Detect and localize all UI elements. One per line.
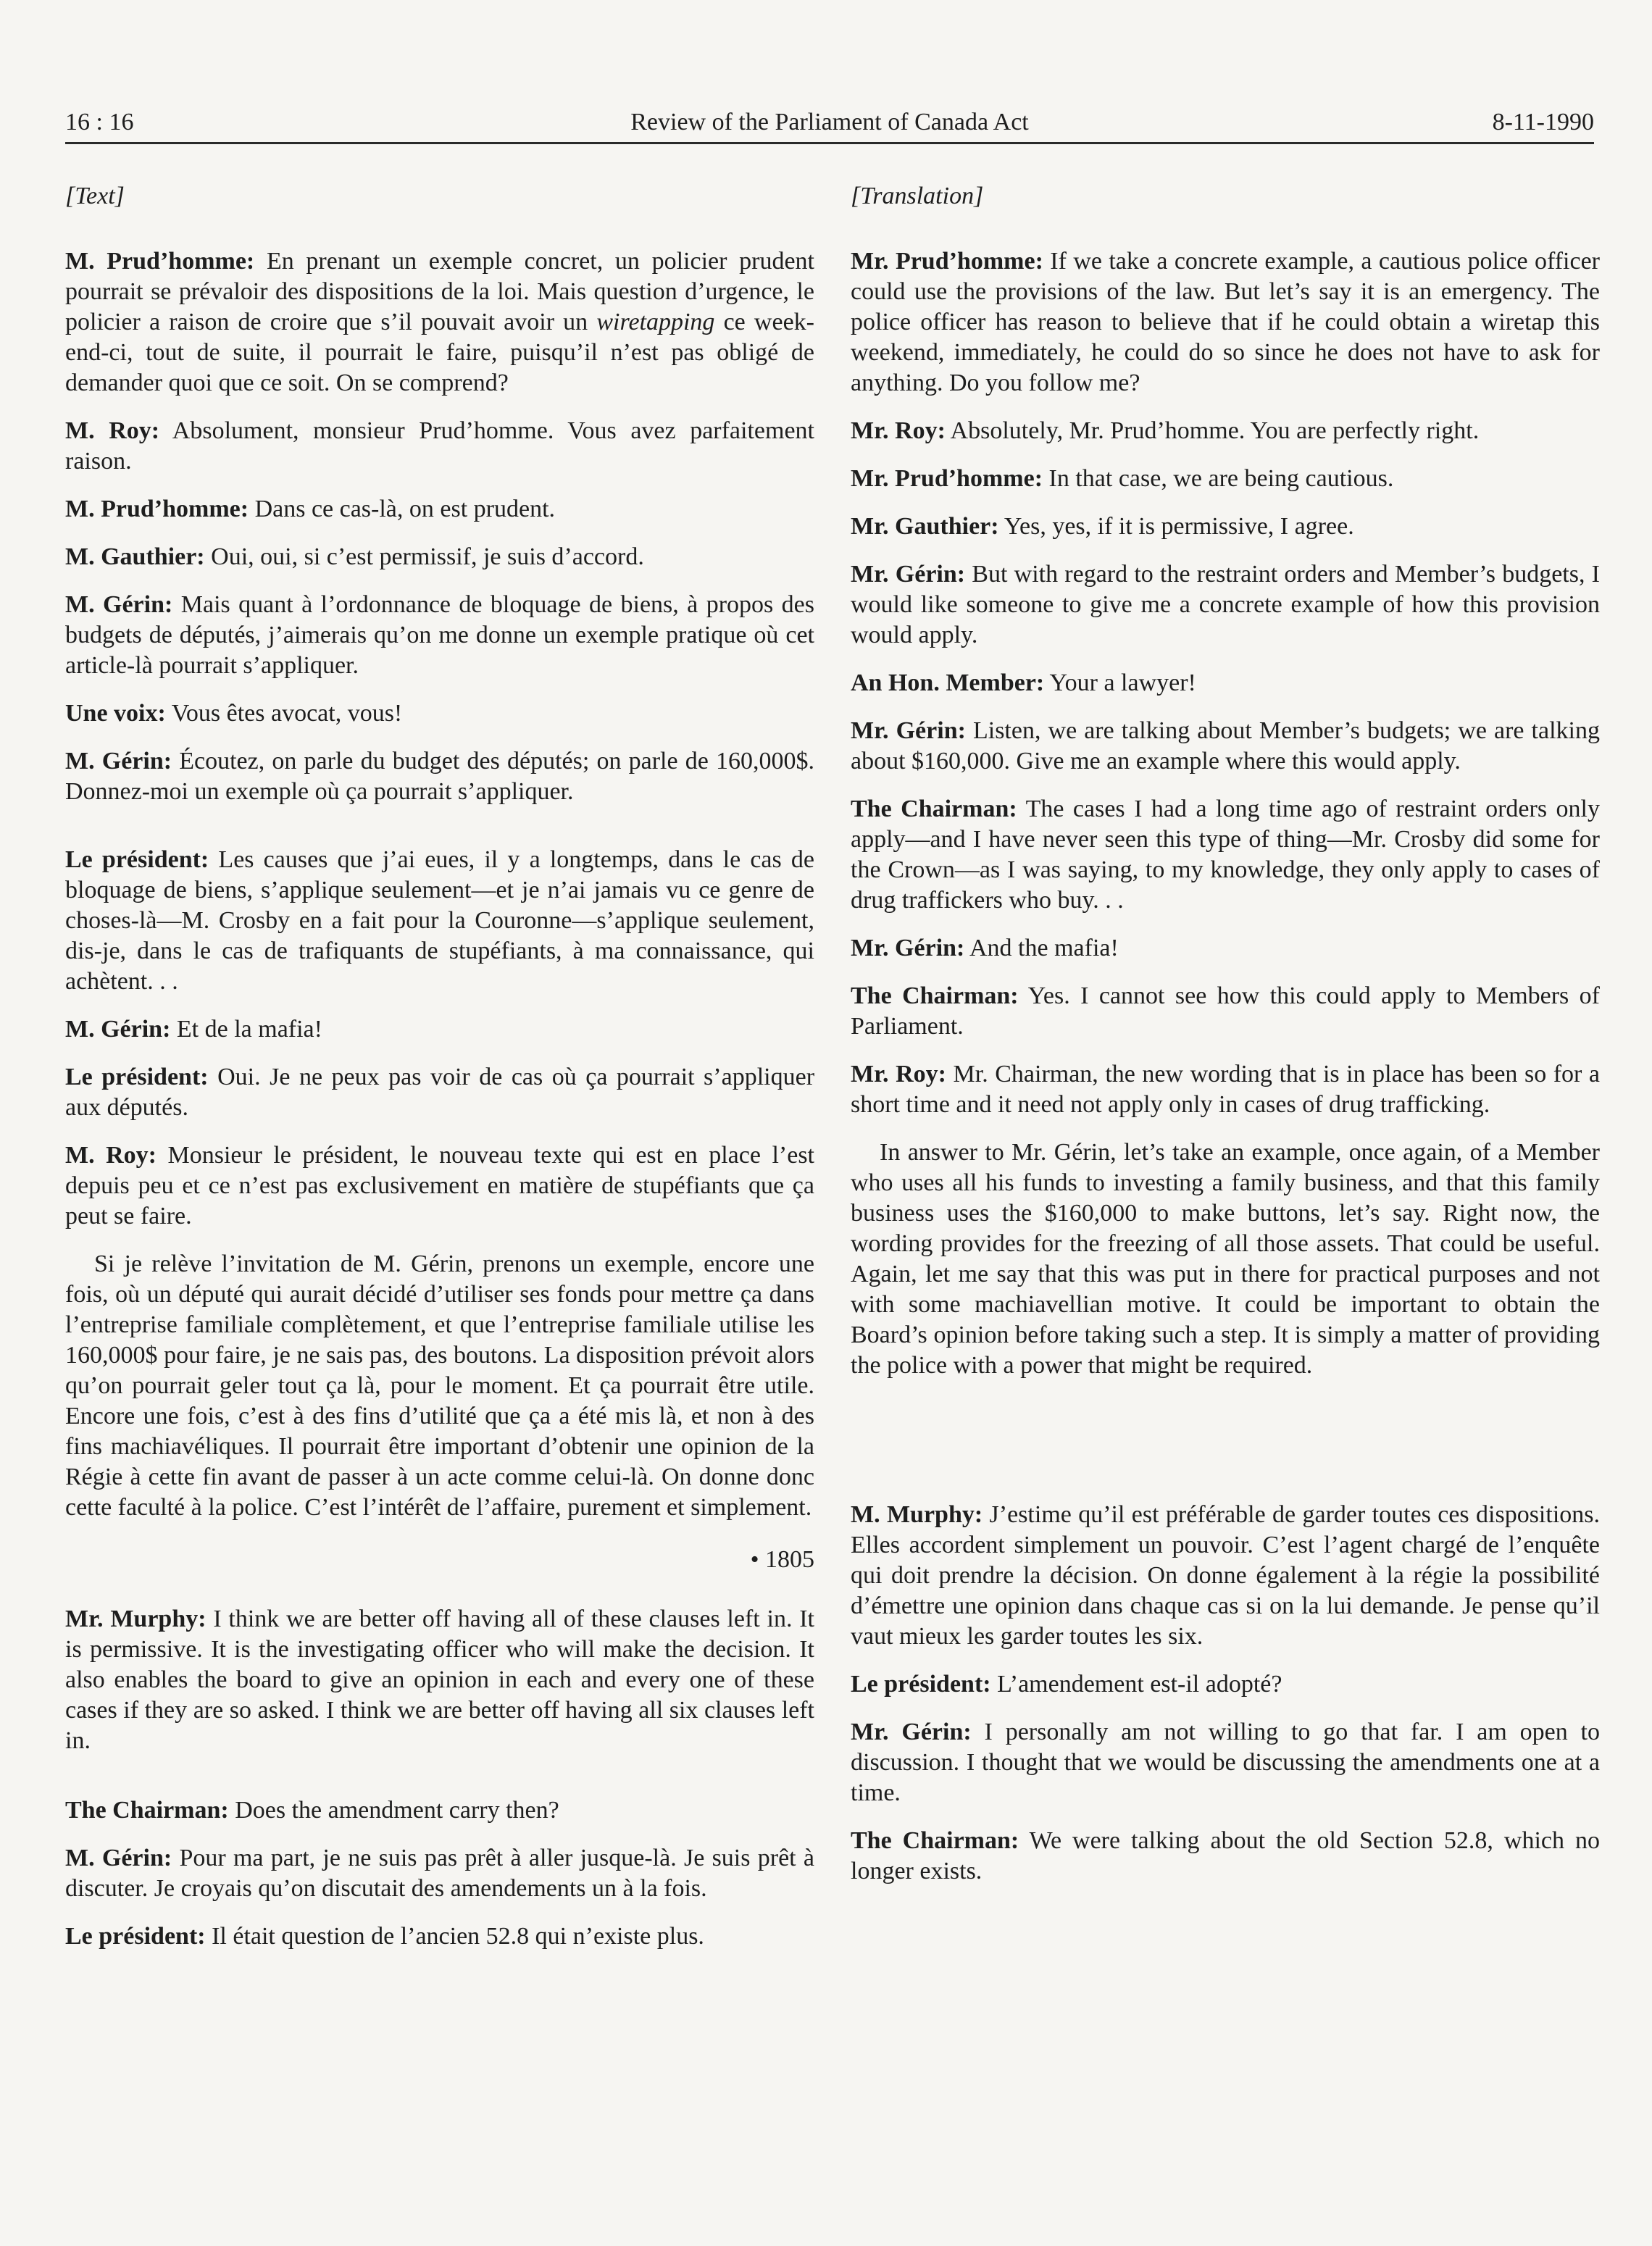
speaker-name: Mr. Roy: xyxy=(851,1061,946,1087)
italic-term: wiretapping xyxy=(596,309,715,335)
speaker-name: Le président: xyxy=(65,846,209,873)
remark-text: Mr. Chairman, the new wording that is in place has been so for a short time and it need not apply only in cases of drug trafficking. xyxy=(851,1061,1601,1118)
paragraph xyxy=(65,698,814,729)
speaker-name: Mr. Gérin: xyxy=(851,935,965,961)
remark-text: Monsieur le président, le nouveau texte qui est en place l’est depuis peu et ce n’est pas exclusivement en matière de stupéfiants que ça peut se faire. xyxy=(65,1142,814,1230)
speaker-name: M. Prud’homme: xyxy=(65,496,249,522)
paragraph xyxy=(65,1843,814,1904)
time-marker: • 1805 xyxy=(750,1546,814,1573)
remark-text: Pour ma part, je ne suis pas prêt à aller jusque-là. Je suis prêt à discuter. Je croyais qu’on discutait des amendements un à la fois. xyxy=(65,1845,814,1902)
remark-text: And the mafia! xyxy=(964,935,1119,961)
remark-text: We were talking about the old Section 52.8, which no longer exists. xyxy=(851,1827,1600,1884)
remark-text: Il était question de l’ancien 52.8 qui n’existe plus. xyxy=(205,1923,704,1950)
paragraph xyxy=(65,246,814,398)
sitting-date: 8-11-1990 xyxy=(1492,109,1594,135)
speaker-name: M. Gauthier: xyxy=(65,543,205,570)
speaker-name: M. Roy: xyxy=(65,417,160,444)
page-number: 16 : 16 xyxy=(65,109,134,135)
speaker-name: Mr. Gauthier: xyxy=(851,513,999,540)
speaker-name: M. Gérin: xyxy=(65,748,172,775)
paragraph xyxy=(851,716,1600,777)
speaker-name: Une voix: xyxy=(65,700,166,727)
remark-text: L’amendement est-il adopté? xyxy=(990,1671,1282,1698)
remark-text: Yes, yes, if it is permissive, I agree. xyxy=(998,513,1354,540)
paragraph xyxy=(851,1826,1600,1887)
paragraph xyxy=(65,1921,814,1952)
remark-text: Listen, we are talking about Member’s budgets; we are talking about $160,000. Give me an example where this would apply. xyxy=(851,717,1600,775)
section-label: [Translation] xyxy=(851,183,984,209)
remark-text: But with regard to the restraint orders and Member’s budgets, I would like someone to give me a concrete example of how this provision would apply. xyxy=(851,561,1601,648)
speaker-name: Mr. Prud’homme: xyxy=(851,248,1043,275)
right-column-english-translation xyxy=(851,181,1600,1904)
speaker-name: Mr. Gérin: xyxy=(851,1719,972,1745)
remark-text: En prenant un exemple concret, un policier prudent pourrait se prévaloir des dispositions de la loi. Mais question d’urgence, le policier a raison de croire que s’il pouvait avoir un xyxy=(65,248,814,335)
remark-text: Oui. Je ne peux pas voir de cas où ça pourrait s’appliquer aux députés. xyxy=(65,1064,815,1121)
remark-text: I personally am not willing to go that far. I am open to discussion. I thought that we would be discussing the amendments one at a time. xyxy=(851,1719,1600,1806)
page-header xyxy=(65,101,1594,144)
speaker-name: An Hon. Member: xyxy=(851,669,1045,696)
remark-text: Dans ce cas-là, on est prudent. xyxy=(249,496,556,522)
remark-text: In that case, we are being cautious. xyxy=(1043,465,1394,492)
remark-text: ce week-end-ci, tout de suite, il pourrait le faire, puisqu’il n’est pas obligé de demander quoi que ce soit. On se comprend? xyxy=(65,309,814,396)
speaker-name: M. Gérin: xyxy=(65,591,173,618)
paragraph xyxy=(65,1795,814,1826)
remark-text: Oui, oui, si c’est permissif, je suis d’accord. xyxy=(204,543,644,570)
remark-text: J’estime qu’il est préférable de garder toutes ces dispositions. Elles accordent simplement un pouvoir. C’est l’agent chargé de l’enquête qui doit prendre la décision. On donne également à la régie la possibilité d’émettre une opinion dans chaque cas si on la lui demande. Je pense qu’il vaut mieux les garder toutes les six. xyxy=(851,1501,1600,1650)
paragraph: In answer to Mr. Gérin, let’s take an example, once again, of a Member who uses all his funds to investing a family business, and that this family business uses the $160,000 to make buttons, let’s say. Right now, the wording provides for the freezing of all those assets. That could be useful. Again, let me say that this was put in there for practical purposes and not with some machiavellian motive. It could be important to obtain the Board’s opinion before taking such a step. It is simply a matter of providing the police with a power that might be required. xyxy=(851,1139,1600,1379)
paragraph xyxy=(65,1014,814,1045)
paragraph xyxy=(65,1604,814,1756)
remark-text: Écoutez, on parle du budget des députés; on parle de 160,000$. Donnez-moi un exemple où ça pourrait s’appliquer. xyxy=(65,748,814,805)
speaker-name: Mr. Roy: xyxy=(851,417,946,444)
speaker-name: The Chairman: xyxy=(851,796,1017,822)
paragraph xyxy=(65,590,814,681)
remark-text: Et de la mafia! xyxy=(170,1016,322,1043)
paragraph xyxy=(851,246,1600,398)
paragraph xyxy=(65,1062,814,1123)
left-column-french-original xyxy=(65,181,814,1969)
paragraph xyxy=(851,1669,1600,1700)
remark-text: Yes. I cannot see how this could apply to Members of Parliament. xyxy=(851,982,1601,1040)
speaker-name: The Chairman: xyxy=(851,1827,1019,1854)
paragraph xyxy=(851,559,1600,651)
paragraph xyxy=(851,464,1600,494)
paragraph xyxy=(851,1059,1600,1120)
paragraph xyxy=(851,668,1600,698)
paragraph xyxy=(65,416,814,477)
paragraph xyxy=(65,542,814,572)
speaker-name: M. Murphy: xyxy=(851,1501,983,1528)
remark-text: Les causes que j’ai eues, il y a longtemps, dans le cas de bloquage de biens, s’applique seulement—et je n’ai jamais vu ce genre de choses-là—M. Crosby en a fait pour la Couronne—s’applique seulement, dis-je, dans le cas de trafiquants de stupéfiants, à ma connaissance, qui achètent. . . xyxy=(65,846,814,995)
paragraph xyxy=(851,981,1600,1042)
paragraph xyxy=(851,416,1600,446)
speaker-name: M. Gérin: xyxy=(65,1845,172,1871)
paragraph xyxy=(851,512,1600,542)
speaker-name: M. Prud’homme: xyxy=(65,248,255,275)
remark-text: The cases I had a long time ago of restraint orders only apply—and I have never seen this type of thing—Mr. Crosby did some for the Crown—as I was saying, to my knowledge, they only apply to cases of drug traffickers who buy. . . xyxy=(851,796,1600,914)
speaker-name: M. Gérin: xyxy=(65,1016,171,1043)
remark-text: Absolutely, Mr. Prud’homme. You are perfectly right. xyxy=(945,417,1480,444)
speaker-name: Le président: xyxy=(65,1064,209,1090)
remark-text: I think we are better off having all of these clauses left in. It is permissive. It is the investigating officer who will make the decision. It also enables the board to give an opinion in each and every one of these cases if they are so asked. I think we are better off having all six clauses left in. xyxy=(65,1606,814,1754)
remark-text: Absolument, monsieur Prud’homme. Vous avez parfaitement raison. xyxy=(65,417,814,475)
paragraph xyxy=(65,746,814,807)
speaker-name: The Chairman: xyxy=(65,1797,229,1824)
remark-text: If we take a concrete example, a cautious police officer could use the provisions of the law. But let’s say it is an emergency. The police officer has reason to believe that if he could obtain a wiretap this weekend, immediately, he could do so since he does not have to ask for anything. Do you follow me? xyxy=(851,248,1600,396)
speaker-name: Le président: xyxy=(65,1923,206,1950)
speaker-name: Mr. Gérin: xyxy=(851,717,966,744)
paragraph xyxy=(851,1717,1600,1808)
paragraph xyxy=(65,1140,814,1232)
section-label: [Text] xyxy=(65,183,125,209)
remark-text: Vous êtes avocat, vous! xyxy=(165,700,403,727)
remark-text: Mais quant à l’ordonnance de bloquage de biens, à propos des budgets de députés, j’aimerais qu’on me donne un exemple pratique où cet article-là pourrait s’appliquer. xyxy=(65,591,814,679)
speaker-name: Mr. Gérin: xyxy=(851,561,966,588)
paragraph xyxy=(851,1500,1600,1652)
speaker-name: M. Roy: xyxy=(65,1142,157,1169)
paragraph: Si je relève l’invitation de M. Gérin, prenons un exemple, encore une fois, où un député qui aurait décidé d’utiliser ses fonds pour mettre ça dans l’entreprise familiale complètement, et que l’entreprise familiale utilise les 160,000$ pour faire, je ne sais pas, des boutons. La disposition prévoit alors qu’on pourrait geler tout ça là, pour le moment. Et ça pourrait être utile. Encore une fois, c’est à des fins d’utilité que ça a été mis là, et non à des fins machiavéliques. Il pourrait être important d’obtenir une opinion de la Régie à cette fin avant de passer à un acte comme celui-là. On donne donc cette faculté à la police. C’est l’intérêt de l’affaire, purement et simplement. xyxy=(65,1251,814,1521)
paragraph xyxy=(65,845,814,997)
speaker-name: The Chairman: xyxy=(851,982,1019,1009)
publication-title: Review of the Parliament of Canada Act xyxy=(630,109,1029,135)
speaker-name: Mr. Prud’homme: xyxy=(851,465,1043,492)
speaker-name: Mr. Murphy: xyxy=(65,1606,206,1632)
paragraph xyxy=(851,933,1600,964)
speaker-name: Le président: xyxy=(851,1671,991,1698)
remark-text: Your a lawyer! xyxy=(1044,669,1196,696)
remark-text: Does the amendment carry then? xyxy=(228,1797,559,1824)
paragraph xyxy=(851,794,1600,916)
paragraph xyxy=(65,494,814,525)
